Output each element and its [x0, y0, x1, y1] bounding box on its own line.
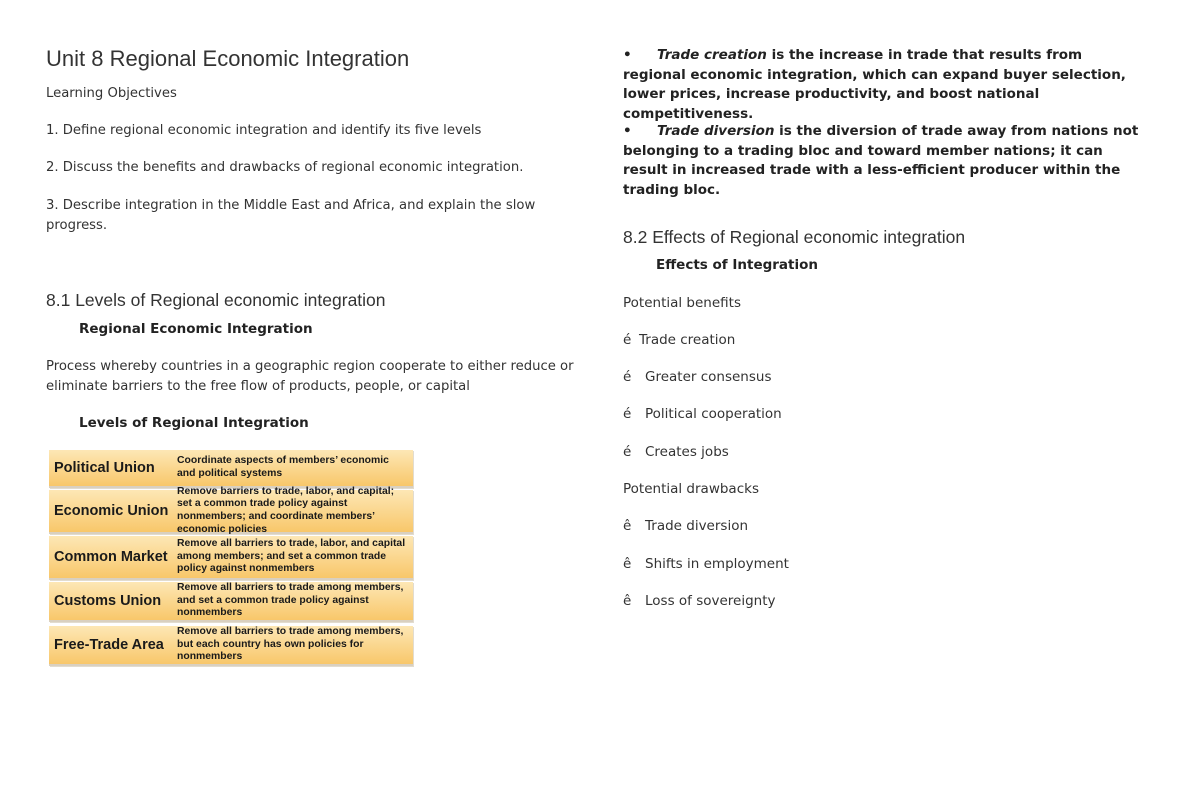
trade-diversion-text: is the diversion of trade away from nations not belonging to a trading bloc and toward member nations; it can result in increased trade with a less-efficient producer within the trading bloc.: [623, 123, 1139, 198]
trade-creation-text: is the increase in trade that results from regional economic integration, which can expand buyer selection, lower prices, increase productivity, and boost national competitiveness.: [623, 47, 1126, 122]
level-name: Customs Union: [54, 593, 162, 609]
up-marker-icon: é: [623, 332, 632, 348]
benefit-label: Greater consensus: [645, 369, 772, 385]
level-description: Remove barriers to trade, labor, and capital; set a common trade policy against nonmembers; and coordinate members’ economic policies: [177, 485, 395, 535]
trade-diversion-term: Trade diversion: [657, 123, 775, 139]
bullet: •: [623, 47, 632, 63]
benefit-item: [623, 444, 729, 460]
down-marker-icon: ê: [623, 556, 632, 572]
level-common-market: [49, 536, 413, 580]
up-marker-icon: é: [623, 444, 632, 460]
trade-creation-term: Trade creation: [657, 47, 767, 63]
up-marker-icon: é: [623, 406, 632, 422]
bullet: •: [623, 123, 632, 139]
benefit-item: [623, 369, 772, 385]
drawback-label: Trade diversion: [645, 518, 749, 534]
benefit-label: Creates jobs: [645, 444, 729, 460]
level-description: Remove all barriers to trade among members, and set a common trade policy against nonmembers: [177, 582, 404, 619]
objective-3: 3. Describe integration in the Middle East and Africa, and explain the slow progress.: [46, 198, 536, 233]
section-8-1-heading: 8.1 Levels of Regional economic integration: [46, 290, 386, 310]
trade-diversion-paragraph: [623, 122, 1143, 200]
level-name: Economic Union: [54, 503, 169, 519]
benefit-item: [623, 406, 782, 422]
benefits-heading: Potential benefits: [623, 295, 741, 311]
up-marker-icon: é: [623, 369, 632, 385]
benefit-label: Trade creation: [639, 332, 736, 348]
trade-creation-paragraph: [623, 46, 1143, 124]
level-name: Political Union: [54, 460, 155, 476]
level-economic-union: [49, 485, 413, 535]
down-marker-icon: ê: [623, 518, 632, 534]
benefit-item: [623, 332, 735, 348]
rei-definition: Process whereby countries in a geographic region cooperate to either reduce or eliminate barriers to the free flow of products, people, or capital: [46, 359, 574, 394]
levels-of-integration-graphic: [49, 450, 415, 668]
drawback-item: [623, 593, 776, 609]
page-title: Unit 8 Regional Economic Integration: [46, 46, 410, 71]
level-name: Common Market: [54, 549, 168, 565]
drawback-item: [623, 556, 789, 572]
objective-2: 2. Discuss the benefits and drawbacks of regional economic integration.: [46, 160, 524, 175]
levels-subheading: Levels of Regional Integration: [79, 415, 309, 431]
level-description: Coordinate aspects of members’ economic and political systems: [177, 455, 389, 479]
benefit-label: Political cooperation: [645, 406, 782, 422]
level-customs-union: [49, 582, 413, 622]
rei-subheading: Regional Economic Integration: [79, 321, 313, 337]
drawback-label: Shifts in employment: [645, 556, 789, 572]
level-free-trade-area: [49, 626, 413, 666]
drawback-label: Loss of sovereignty: [645, 593, 776, 609]
level-description: Remove all barriers to trade among members, but each country has own policies for nonmembers: [177, 626, 404, 663]
down-marker-icon: ê: [623, 593, 632, 609]
section-8-2-heading: 8.2 Effects of Regional economic integration: [623, 227, 966, 247]
level-political-union: [49, 450, 413, 488]
level-name: Free-Trade Area: [54, 637, 164, 653]
objective-1: 1. Define regional economic integration and identify its five levels: [46, 123, 482, 138]
objectives-heading: Learning Objectives: [46, 86, 177, 101]
drawback-item: [623, 518, 748, 534]
drawbacks-heading: Potential drawbacks: [623, 481, 759, 497]
level-description: Remove all barriers to trade, labor, and capital among members; and set a common trade policy against nonmembers: [177, 538, 406, 575]
effects-subheading: Effects of Integration: [656, 257, 818, 273]
